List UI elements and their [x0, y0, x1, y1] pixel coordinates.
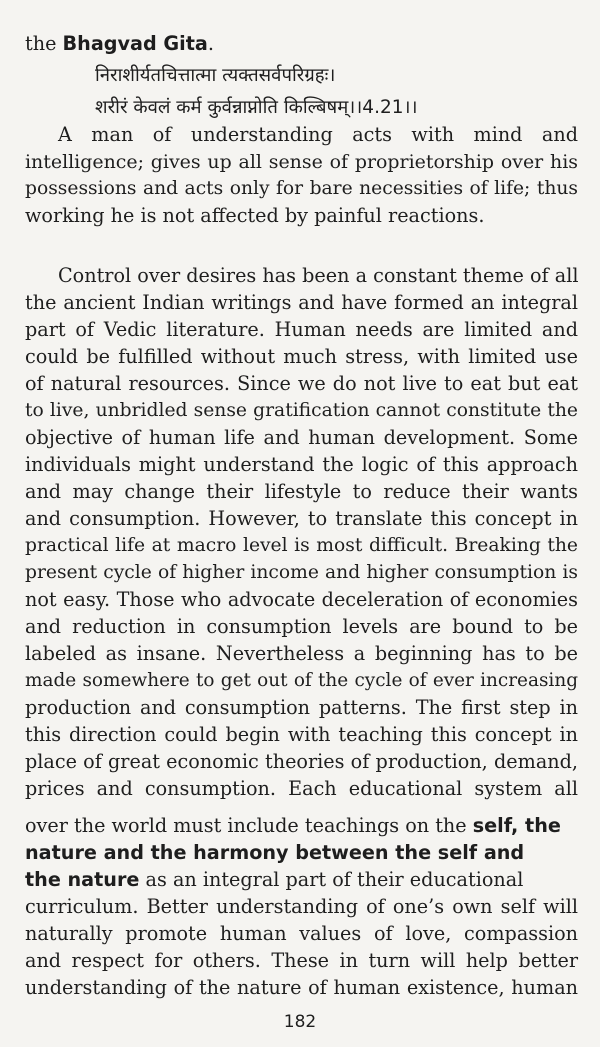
intro-line: the Bhagvad Gita.	[25, 32, 214, 55]
para1-line: A man of understanding acts with mind and	[58, 123, 578, 146]
para2-line: labeled as insane. Nevertheless a beginning has to be	[25, 642, 578, 665]
emphasis-nature: the nature	[25, 868, 140, 891]
emphasis-self: self, the	[472, 814, 561, 837]
para3-line: curriculum. Better understanding of one’s own self will	[25, 895, 578, 918]
para1-line: working he is not affected by painful reactions.	[25, 204, 485, 227]
para2-line: of natural resources. Since we do not live to eat but eat	[25, 372, 578, 395]
para2-line: place of great economic theories of production, demand,	[25, 750, 578, 773]
para2-line: practical life at macro level is most difficult. Breaking the	[25, 535, 578, 556]
page-number: 182	[283, 1012, 317, 1032]
para2-line: prices and consumption. Each educational system all	[25, 777, 578, 800]
para2-line: and reduction in consumption levels are bound to be	[25, 615, 578, 638]
para2-line: part of Vedic literature. Human needs are limited and	[25, 318, 578, 341]
para2-line: made somewhere to get out of the cycle of ever increasing	[25, 670, 578, 691]
para2-line: to live, unbridled sense gratification cannot constitute the	[25, 400, 578, 421]
mixed-line-2: nature and the harmony between the self and	[25, 841, 525, 864]
mixed-line-3: the nature as an integral part of their educational	[25, 868, 524, 891]
para2-line: present cycle of higher income and higher consumption is	[25, 562, 578, 583]
para2-line: and may change their lifestyle to reduce their wants	[25, 480, 578, 503]
para3-line: and respect for others. These in turn will help better	[25, 949, 578, 972]
para1-line: intelligence; gives up all sense of proprietorship over his	[25, 151, 578, 173]
para2-line: and consumption. However, to translate this concept in	[25, 507, 578, 530]
para2-line: individuals might understand the logic of this approach	[25, 453, 578, 476]
verse-line-1: निराशीर्यतचित्तात्मा त्यक्तसर्वपरिग्रहः।	[95, 65, 336, 86]
para2-line: could be fulfilled without much stress, with limited use	[25, 345, 578, 368]
para2-line: production and consumption patterns. The first step in	[25, 696, 578, 719]
verse-line-2: शरीरं केवलं कर्म कुर्वन्नाप्नोति किल्बिषम्।।4.21।।	[95, 97, 418, 118]
para3-line: understanding of the nature of human existence, human	[25, 976, 578, 999]
para2-line: the ancient Indian writings and have formed an integral	[25, 291, 578, 314]
para2-line: this direction could begin with teaching this concept in	[25, 723, 578, 746]
para1-line: possessions and acts only for bare necessities of life; thus	[25, 178, 578, 199]
mixed-line-1: over the world must include teachings on the self, the	[25, 814, 561, 837]
para2-line: objective of human life and human development. Some	[25, 426, 578, 449]
para2-line: Control over desires has been a constant theme of all	[58, 264, 579, 287]
book-title: Bhagvad Gita	[62, 32, 208, 55]
para2-line: not easy. Those who advocate deceleration of economies	[25, 588, 578, 611]
para3-line: naturally promote human values of love, compassion	[25, 922, 578, 945]
